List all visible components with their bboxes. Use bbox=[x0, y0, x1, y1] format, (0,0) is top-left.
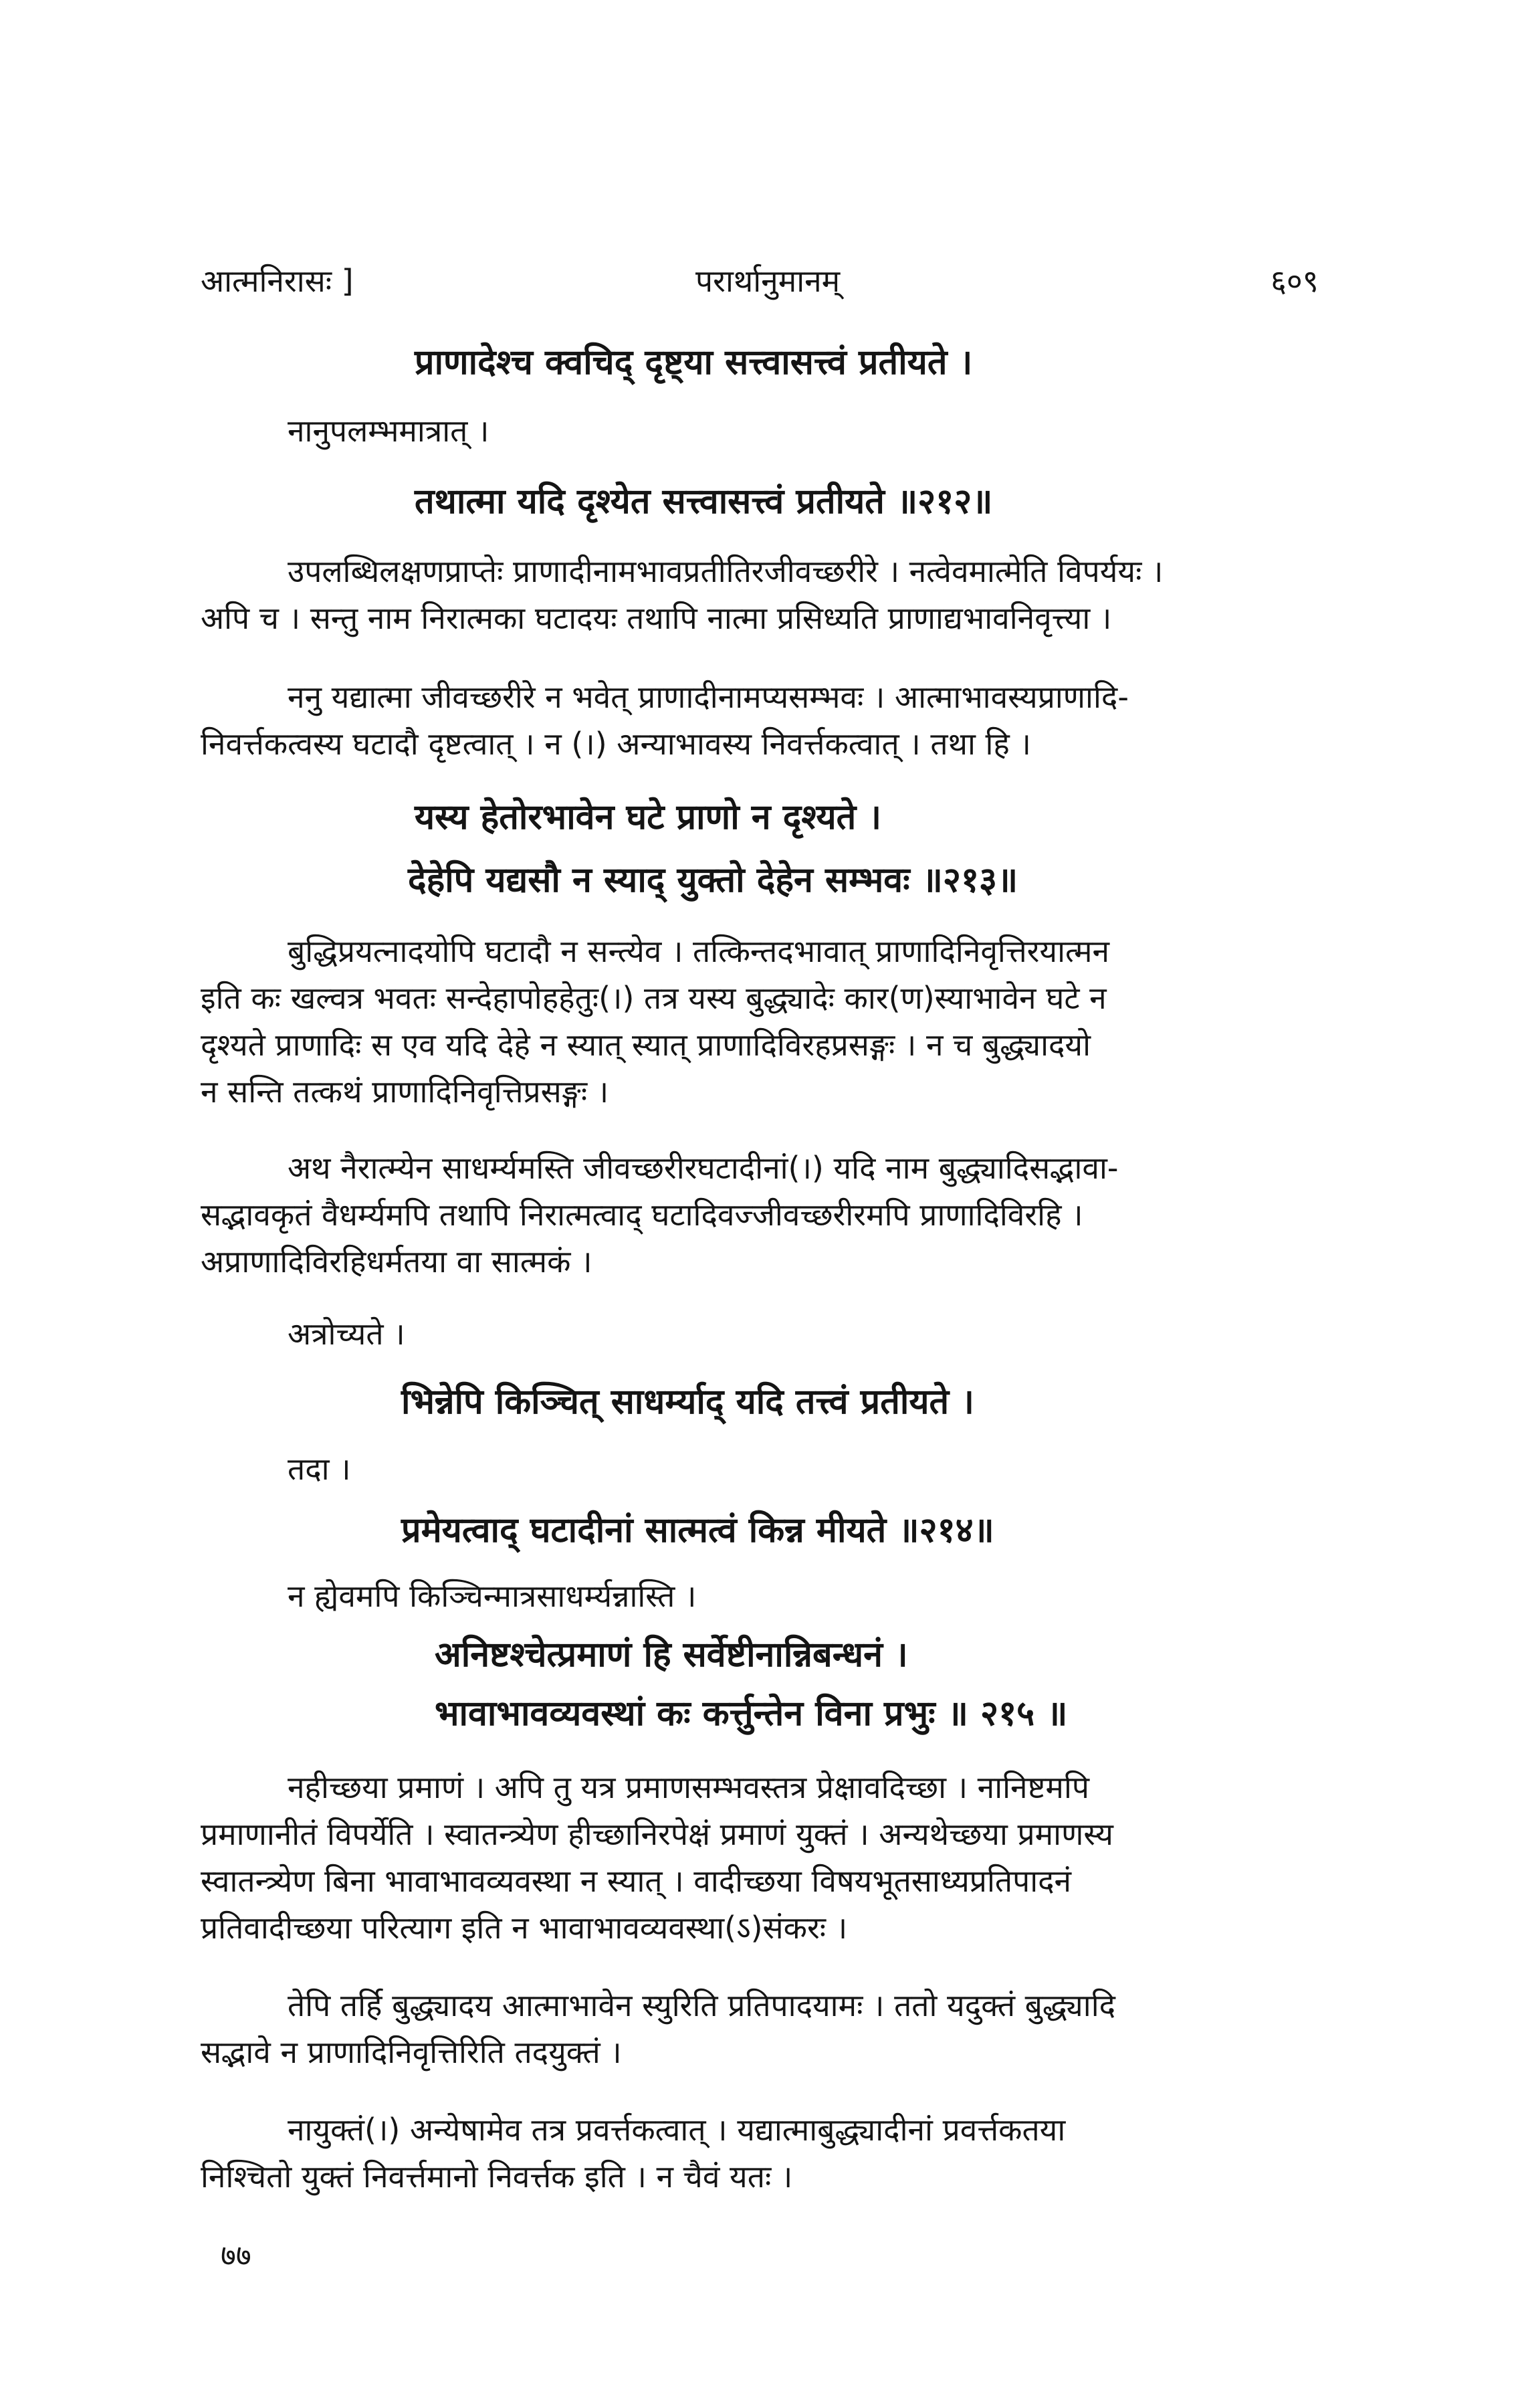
prose-line: न सन्ति तत्कथं प्राणादिनिवृत्तिप्रसङ्गः । bbox=[201, 1074, 609, 1110]
prose-line: नायुक्तं(।) अन्येषामेव तत्र प्रवर्त्तकत्वात् । यद्यात्माबुद्ध्यादीनां प्रवर्त्तकतया bbox=[288, 2112, 1066, 2148]
prose-line: सद्भावकृतं वैधर्म्यमपि तथापि निरात्मत्वाद् घटादिवज्जीवच्छरीरमपि प्राणादिविरहि । bbox=[201, 1197, 1083, 1233]
prose-line: सद्भावे न प्राणादिनिवृत्तिरिति तदयुक्तं । bbox=[201, 2034, 622, 2070]
verse-line: अनिष्टश्चेत्प्रमाणं हि सर्वेष्टीनान्निबन्धनं । bbox=[435, 1635, 908, 1675]
prose-line: अप्राणादिविरहिधर्मतया वा सात्मकं । bbox=[201, 1243, 592, 1280]
prose-line: तदा । bbox=[288, 1451, 351, 1487]
prose-line: अथ नैरात्म्येन साधर्म्यमस्ति जीवच्छरीरघटादीनां(।) यदि नाम बुद्ध्यादिसद्भावा- bbox=[288, 1150, 1119, 1186]
verse-line: प्रमेयत्वाद् घटादीनां सात्मत्वं किन्न मीयते ॥२१४॥ bbox=[401, 1510, 994, 1550]
prose-line: निश्चितो युक्तं निवर्त्तमानो निवर्त्तक इति । न चैवं यतः । bbox=[201, 2159, 793, 2195]
verse-line: प्राणादेश्च क्वचिद् दृष्ट्या सत्त्वासत्त्वं प्रतीयते । bbox=[415, 342, 973, 383]
prose-line: न ह्येवमपि किञ्चिन्मात्रसाधर्म्यन्नास्ति । bbox=[288, 1578, 697, 1614]
prose-line: उपलब्धिलक्षणप्राप्तेः प्राणादीनामभावप्रतीतिरजीवच्छरीरे । नत्वेवमात्मेति विपर्ययः । bbox=[288, 553, 1164, 589]
prose-line: नहीच्छया प्रमाणं । अपि तु यत्र प्रमाणसम्भवस्तत्र प्रेक्षावदिच्छा । नानिष्टमपि bbox=[288, 1769, 1089, 1805]
prose-line: तेपि तर्हि बुद्ध्यादय आत्माभावेन स्युरिति प्रतिपादयामः । ततो यदुक्तं बुद्ध्यादि bbox=[288, 1987, 1116, 2023]
verse-line: देहेपि यद्यसौ न स्याद् युक्तो देहेन सम्भवः ॥२१३॥ bbox=[408, 860, 1018, 900]
prose-line: प्रतिवादीच्छया परित्याग इति न भावाभावव्यवस्था(ऽ)संकरः । bbox=[201, 1910, 848, 1946]
signature-mark: ७७ bbox=[221, 2239, 251, 2273]
prose-line: स्वातन्त्र्येण बिना भावाभावव्यवस्था न स्यात् । वादीच्छया विषयभूतसाध्यप्रतिपादनं bbox=[201, 1863, 1072, 1899]
verse-line: यस्य हेतोरभावेन घटे प्राणो न दृश्यते । bbox=[415, 797, 882, 837]
prose-line: इति कः खल्वत्र भवतः सन्देहापोहहेतुः(।) तत्र यस्य बुद्ध्यादेः कार(ण)स्याभावेन घटे न bbox=[201, 980, 1107, 1016]
prose-line: अत्रोच्यते । bbox=[288, 1316, 405, 1352]
prose-line: प्रमाणानीतं विपर्येति । स्वातन्त्र्येण हीच्छानिरपेक्षं प्रमाणं युक्तं । अन्यथेच्छया प्रमाणस्य bbox=[201, 1816, 1113, 1852]
prose-line: बुद्धिप्रयत्नादयोपि घटादौ न सन्त्येव । तत्किन्तदभावात् प्राणादिनिवृत्तिरयात्मन bbox=[288, 933, 1109, 969]
prose-line: ननु यद्यात्मा जीवच्छरीरे न भवेत् प्राणादीनामप्यसम्भवः । आत्माभावस्यप्राणादि- bbox=[288, 679, 1129, 715]
verse-line: तथात्मा यदि दृश्येत सत्त्वासत्त्वं प्रतीयते ॥२१२॥ bbox=[415, 482, 993, 522]
verse-line: भिन्नेपि किञ्चित् साधर्म्याद् यदि तत्त्वं प्रतीयते । bbox=[401, 1382, 974, 1422]
prose-line: निवर्त्तकत्वस्य घटादौ दृष्टत्वात् । न (।) अन्याभावस्य निवर्त्तकत्वात् । तथा हि । bbox=[201, 726, 1031, 762]
verse-line: भावाभावव्यवस्थां कः कर्त्तुन्तेन विना प्रभुः ॥ २१५ ॥ bbox=[435, 1694, 1068, 1734]
prose-line: दृश्यते प्राणादिः स एव यदि देहे न स्यात् स्यात् प्राणादिविरहप्रसङ्गः । न च बुद्ध्यादयो bbox=[201, 1027, 1091, 1063]
prose-line: अपि च । सन्तु नाम निरात्मका घटादयः तथापि नात्मा प्रसिध्यति प्राणाद्यभावनिवृत्त्या । bbox=[201, 600, 1112, 636]
prose-line: नानुपलम्भमात्रात् । bbox=[288, 413, 489, 449]
page-number: ६०९ bbox=[1271, 263, 1319, 299]
running-head-left: आत्मनिरासः ] bbox=[201, 263, 354, 299]
running-head-title: परार्थानुमानम् bbox=[695, 263, 841, 299]
